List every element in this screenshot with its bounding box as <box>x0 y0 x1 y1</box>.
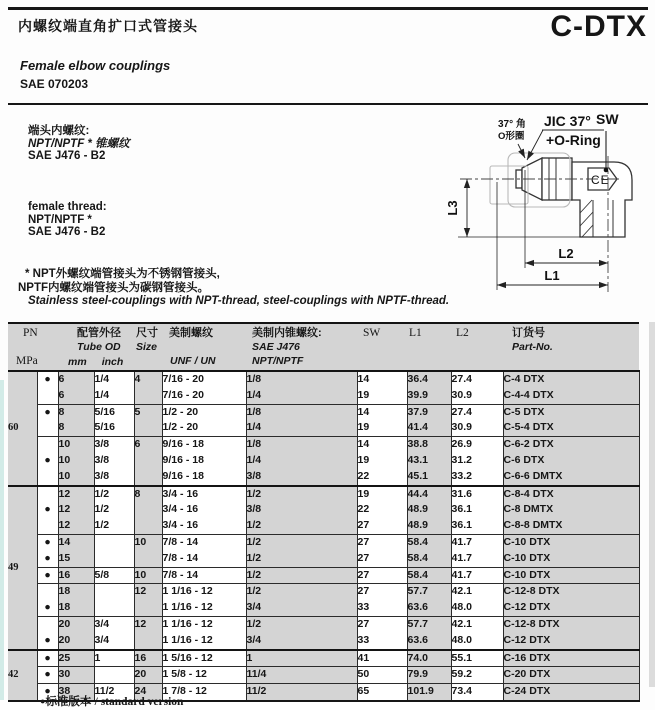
cell-unf: 1 1/16 - 12 <box>162 600 246 616</box>
cell-mm: 20 <box>58 633 94 650</box>
cell-std <box>37 486 58 503</box>
table-row <box>8 567 639 584</box>
cell-npt: 1/8 <box>246 437 357 453</box>
oring-label-cn: O形圈 <box>498 131 525 142</box>
cell-part: C-10 DTX <box>503 534 639 550</box>
spec-table <box>8 322 640 702</box>
cell-l2: 36.1 <box>451 518 503 534</box>
cell-inch: 3/8 <box>94 437 134 453</box>
page-title-cn: 内螺纹端直角扩口式管接头 <box>18 18 198 34</box>
cell-std: ● <box>37 453 58 469</box>
dim-l3-label: L3 <box>445 200 460 216</box>
cell-unf: 7/8 - 14 <box>162 534 246 550</box>
cell-l1: 48.9 <box>407 518 451 534</box>
technical-drawing <box>330 100 655 300</box>
cell-sw: 27 <box>357 584 407 600</box>
cell-sw: 27 <box>357 551 407 567</box>
cell-l2: 73.4 <box>451 684 503 701</box>
cell-inch <box>94 584 134 600</box>
cell-mm: 6 <box>58 388 94 404</box>
cell-l1: 48.9 <box>407 502 451 518</box>
note-cn-2: NPTF内螺纹端管接头为碳钢管接头。 <box>18 282 210 294</box>
cell-sw: 27 <box>357 616 407 632</box>
cell-npt: 1/8 <box>246 371 357 388</box>
cell-size <box>134 633 162 650</box>
cell-inch <box>94 600 134 616</box>
cell-size: 10 <box>134 567 162 584</box>
header-part-no: 订货号 Part-No. <box>503 323 639 371</box>
cell-sw: 19 <box>357 453 407 469</box>
cell-l2: 33.2 <box>451 469 503 486</box>
cell-npt: 1/2 <box>246 567 357 584</box>
cell-l2: 27.4 <box>451 404 503 420</box>
header-sw: SW <box>357 323 407 371</box>
cell-npt: 3/4 <box>246 633 357 650</box>
cell-std <box>37 518 58 534</box>
cell-inch: 5/16 <box>94 404 134 420</box>
thread-spec-cn-line3: SAE J476 - B2 <box>28 150 106 162</box>
cell-size: 20 <box>134 667 162 684</box>
cell-l2: 41.7 <box>451 534 503 550</box>
cell-sw: 33 <box>357 633 407 650</box>
note-en: Stainless steel-couplings with NPT-thread, steel-couplings with NPTF-thread. <box>28 295 450 307</box>
cell-l1: 57.7 <box>407 584 451 600</box>
thread-spec-en-line2: NPT/NPTF * <box>28 213 92 226</box>
cell-mm: 8 <box>58 404 94 420</box>
cell-part: C-6-6 DMTX <box>503 469 639 486</box>
cell-sw: 33 <box>357 600 407 616</box>
cell-inch: 5/16 <box>94 420 134 436</box>
cell-part: C-16 DTX <box>503 650 639 667</box>
cell-std <box>37 584 58 600</box>
cell-l2: 48.0 <box>451 600 503 616</box>
cell-mm: 18 <box>58 584 94 600</box>
table-row <box>8 650 639 667</box>
cell-l2: 30.9 <box>451 388 503 404</box>
cell-part: C-8-4 DTX <box>503 486 639 503</box>
jic-label: JIC 37° <box>544 113 591 129</box>
cell-l2: 26.9 <box>451 437 503 453</box>
cell-inch: 1/2 <box>94 518 134 534</box>
cell-part: C-8 DMTX <box>503 502 639 518</box>
cell-std: ● <box>37 633 58 650</box>
cell-inch: 3/4 <box>94 633 134 650</box>
cell-mm: 6 <box>58 371 94 388</box>
cell-size: 5 <box>134 404 162 420</box>
cell-unf: 9/16 - 18 <box>162 469 246 486</box>
cell-sw: 19 <box>357 388 407 404</box>
table-row <box>8 584 639 600</box>
cell-unf: 3/4 - 16 <box>162 502 246 518</box>
cell-size: 4 <box>134 371 162 388</box>
cell-part: C-8-8 DMTX <box>503 518 639 534</box>
header-l2: L2 <box>451 323 503 371</box>
cell-l2: 42.1 <box>451 616 503 632</box>
cell-size <box>134 388 162 404</box>
cell-inch: 11/2 <box>94 684 134 701</box>
cell-unf: 1 7/8 - 12 <box>162 684 246 701</box>
cell-unf: 7/8 - 14 <box>162 551 246 567</box>
cell-mm: 14 <box>58 534 94 550</box>
cell-size: 16 <box>134 650 162 667</box>
cell-npt: 11/4 <box>246 667 357 684</box>
cell-l2: 31.6 <box>451 486 503 503</box>
cell-pn-group: 60 <box>8 371 37 486</box>
table-row <box>8 551 639 567</box>
table-row <box>8 616 639 632</box>
ce-mark-label: CE <box>591 173 610 187</box>
cell-l1: 37.9 <box>407 404 451 420</box>
cell-part: C-10 DTX <box>503 567 639 584</box>
cell-l1: 74.0 <box>407 650 451 667</box>
table-row <box>8 420 639 436</box>
sw-leader-dot <box>604 168 609 173</box>
cell-size: 24 <box>134 684 162 701</box>
cell-sw: 65 <box>357 684 407 701</box>
cell-npt: 11/2 <box>246 684 357 701</box>
cell-std <box>37 388 58 404</box>
cell-unf: 9/16 - 18 <box>162 437 246 453</box>
thread-spec-en-line1: female thread: <box>28 201 107 213</box>
cell-mm: 18 <box>58 600 94 616</box>
cell-unf: 7/8 - 14 <box>162 567 246 584</box>
cell-npt: 1/2 <box>246 518 357 534</box>
cell-l1: 79.9 <box>407 667 451 684</box>
cell-l1: 101.9 <box>407 684 451 701</box>
cell-unf: 7/16 - 20 <box>162 371 246 388</box>
scan-edge-left <box>0 380 4 700</box>
cell-mm: 10 <box>58 437 94 453</box>
cell-npt: 1/4 <box>246 420 357 436</box>
cell-unf: 1 1/16 - 12 <box>162 633 246 650</box>
cell-sw: 22 <box>357 469 407 486</box>
cell-size <box>134 453 162 469</box>
cell-mm: 12 <box>58 502 94 518</box>
table-row <box>8 600 639 616</box>
cell-mm: 30 <box>58 667 94 684</box>
cell-npt: 1/2 <box>246 486 357 503</box>
cell-std: ● <box>37 404 58 420</box>
cell-size <box>134 502 162 518</box>
cell-part: C-5 DTX <box>503 404 639 420</box>
cell-unf: 1 5/8 - 12 <box>162 667 246 684</box>
cell-size <box>134 551 162 567</box>
angle-label: 37° 角 <box>498 119 526 130</box>
header-pn: PN MPa <box>8 323 58 371</box>
cell-npt: 3/4 <box>246 600 357 616</box>
cell-std <box>37 420 58 436</box>
cell-part: C-4-4 DTX <box>503 388 639 404</box>
dim-l1-label: L1 <box>544 268 560 283</box>
note-cn-1: * NPT外螺纹端管接头为不锈钢管接头, <box>25 268 220 280</box>
cell-std: ● <box>37 567 58 584</box>
cell-mm: 15 <box>58 551 94 567</box>
cell-npt: 1/2 <box>246 616 357 632</box>
table-row <box>8 633 639 650</box>
cell-l2: 41.7 <box>451 551 503 567</box>
cell-std: ● <box>37 650 58 667</box>
cell-inch <box>94 551 134 567</box>
thread-spec-en-line3: SAE J476 - B2 <box>28 226 106 238</box>
cell-l2: 48.0 <box>451 633 503 650</box>
cell-std <box>37 437 58 453</box>
cell-mm: 12 <box>58 486 94 503</box>
cell-npt: 1/2 <box>246 584 357 600</box>
cell-l2: 31.2 <box>451 453 503 469</box>
cell-sw: 19 <box>357 486 407 503</box>
cell-sw: 27 <box>357 567 407 584</box>
cell-inch <box>94 667 134 684</box>
cell-unf: 1/2 - 20 <box>162 404 246 420</box>
scan-edge-right <box>649 322 655 687</box>
cell-size <box>134 469 162 486</box>
cell-mm: 16 <box>58 567 94 584</box>
cell-inch: 1/4 <box>94 371 134 388</box>
cell-l1: 44.4 <box>407 486 451 503</box>
thread-spec-en <box>28 201 107 239</box>
table-row <box>8 371 639 388</box>
cell-std <box>37 616 58 632</box>
header-size: 尺寸 Size <box>134 323 162 371</box>
cell-part: C-6 DTX <box>503 453 639 469</box>
cell-npt: 1/8 <box>246 404 357 420</box>
cell-l1: 58.4 <box>407 551 451 567</box>
cell-size: 12 <box>134 616 162 632</box>
sae-code: SAE 070203 <box>20 77 89 91</box>
cell-sw: 50 <box>357 667 407 684</box>
cell-part: C-4 DTX <box>503 371 639 388</box>
cell-part: C-5-4 DTX <box>503 420 639 436</box>
table-header <box>8 323 639 371</box>
header-tube-od: 配管外径 Tube OD mm inch <box>58 323 134 371</box>
cell-size: 12 <box>134 584 162 600</box>
cell-part: C-20 DTX <box>503 667 639 684</box>
cell-std: ● <box>37 371 58 388</box>
coupling-outline <box>516 158 632 237</box>
thread-spec-cn-line2: NPT/NPTF * 锥螺纹 <box>28 137 130 150</box>
cell-inch: 1/2 <box>94 502 134 518</box>
table-row <box>8 486 639 503</box>
cell-unf: 9/16 - 18 <box>162 453 246 469</box>
cell-size: 8 <box>134 486 162 503</box>
cell-part: C-6-2 DTX <box>503 437 639 453</box>
cell-l1: 57.7 <box>407 616 451 632</box>
cell-l2: 41.7 <box>451 567 503 584</box>
cell-mm: 8 <box>58 420 94 436</box>
cell-size: 10 <box>134 534 162 550</box>
cell-l2: 42.1 <box>451 584 503 600</box>
cell-inch <box>94 534 134 550</box>
table-row <box>8 388 639 404</box>
cell-size: 6 <box>134 437 162 453</box>
cell-npt: 1 <box>246 650 357 667</box>
cell-l2: 55.1 <box>451 650 503 667</box>
cell-part: C-12-8 DTX <box>503 616 639 632</box>
cell-sw: 41 <box>357 650 407 667</box>
header-npt: 美制内锥螺纹: SAE J476 NPT/NPTF <box>246 323 357 371</box>
table-row <box>8 453 639 469</box>
cell-l2: 59.2 <box>451 667 503 684</box>
cell-sw: 14 <box>357 404 407 420</box>
thread-spec-cn <box>28 125 130 163</box>
cell-l2: 36.1 <box>451 502 503 518</box>
model-code: C-DTX <box>550 10 647 43</box>
cell-unf: 7/16 - 20 <box>162 388 246 404</box>
cell-std <box>37 469 58 486</box>
header-l1: L1 <box>407 323 451 371</box>
oring-label-en: +O-Ring <box>546 132 601 148</box>
cell-npt: 1/2 <box>246 551 357 567</box>
cell-sw: 22 <box>357 502 407 518</box>
table-row <box>8 502 639 518</box>
cell-part: C-12-8 DTX <box>503 584 639 600</box>
cell-std: ● <box>37 551 58 567</box>
cell-std: ● <box>37 667 58 684</box>
table-body <box>8 371 639 701</box>
cell-mm: 38 <box>58 684 94 701</box>
cell-size <box>134 518 162 534</box>
table-row <box>8 667 639 684</box>
cell-pn-group: 49 <box>8 486 37 650</box>
cell-npt: 1/4 <box>246 453 357 469</box>
cell-unf: 3/4 - 16 <box>162 518 246 534</box>
table-row <box>8 404 639 420</box>
cell-part: C-24 DTX <box>503 684 639 701</box>
cell-inch: 3/8 <box>94 469 134 486</box>
standard-marker: ● <box>40 696 46 706</box>
cell-unf: 3/4 - 16 <box>162 486 246 503</box>
cell-npt: 1/4 <box>246 388 357 404</box>
cell-l1: 63.6 <box>407 600 451 616</box>
cell-mm: 25 <box>58 650 94 667</box>
cell-l2: 30.9 <box>451 420 503 436</box>
cell-inch: 1 <box>94 650 134 667</box>
cell-l1: 41.4 <box>407 420 451 436</box>
page-title-en: Female elbow couplings <box>20 58 171 73</box>
cell-sw: 14 <box>357 371 407 388</box>
cell-mm: 10 <box>58 453 94 469</box>
table-row <box>8 437 639 453</box>
cell-size <box>134 420 162 436</box>
cell-l1: 63.6 <box>407 633 451 650</box>
cell-mm: 10 <box>58 469 94 486</box>
cell-mm: 20 <box>58 616 94 632</box>
cell-l1: 58.4 <box>407 534 451 550</box>
cell-l1: 45.1 <box>407 469 451 486</box>
cell-unf: 1 1/16 - 12 <box>162 616 246 632</box>
thread-spec-cn-line1: 端头内螺纹: <box>28 125 90 137</box>
header-unf: 美制螺纹 UNF / UN <box>162 323 246 371</box>
cell-inch: 3/4 <box>94 616 134 632</box>
cell-unf: 1/2 - 20 <box>162 420 246 436</box>
cell-std: ● <box>37 684 58 701</box>
cell-std: ● <box>37 502 58 518</box>
cell-unf: 1 5/16 - 12 <box>162 650 246 667</box>
cell-inch: 1/2 <box>94 486 134 503</box>
cell-npt: 1/2 <box>246 534 357 550</box>
cell-l1: 58.4 <box>407 567 451 584</box>
cell-std: ● <box>37 534 58 550</box>
standard-version-legend: ●标准版本 / standard version <box>40 696 184 708</box>
cell-inch: 5/8 <box>94 567 134 584</box>
cell-sw: 27 <box>357 534 407 550</box>
cell-l1: 38.8 <box>407 437 451 453</box>
cell-l1: 39.9 <box>407 388 451 404</box>
table-row <box>8 534 639 550</box>
cell-std: ● <box>37 600 58 616</box>
table-row <box>8 518 639 534</box>
cell-l2: 27.4 <box>451 371 503 388</box>
cell-pn-group: 42 <box>8 650 37 701</box>
cell-part: C-12 DTX <box>503 600 639 616</box>
cell-inch: 1/4 <box>94 388 134 404</box>
cell-part: C-12 DTX <box>503 633 639 650</box>
cell-sw: 14 <box>357 437 407 453</box>
cell-l1: 36.4 <box>407 371 451 388</box>
table-row <box>8 469 639 486</box>
dim-l2-label: L2 <box>558 246 574 261</box>
cell-l1: 43.1 <box>407 453 451 469</box>
sw-label: SW <box>596 111 619 127</box>
cell-inch: 3/8 <box>94 453 134 469</box>
cell-sw: 19 <box>357 420 407 436</box>
cell-npt: 3/8 <box>246 469 357 486</box>
cell-npt: 3/8 <box>246 502 357 518</box>
cell-sw: 27 <box>357 518 407 534</box>
cell-part: C-10 DTX <box>503 551 639 567</box>
cell-size <box>134 600 162 616</box>
cell-mm: 12 <box>58 518 94 534</box>
cell-unf: 1 1/16 - 12 <box>162 584 246 600</box>
